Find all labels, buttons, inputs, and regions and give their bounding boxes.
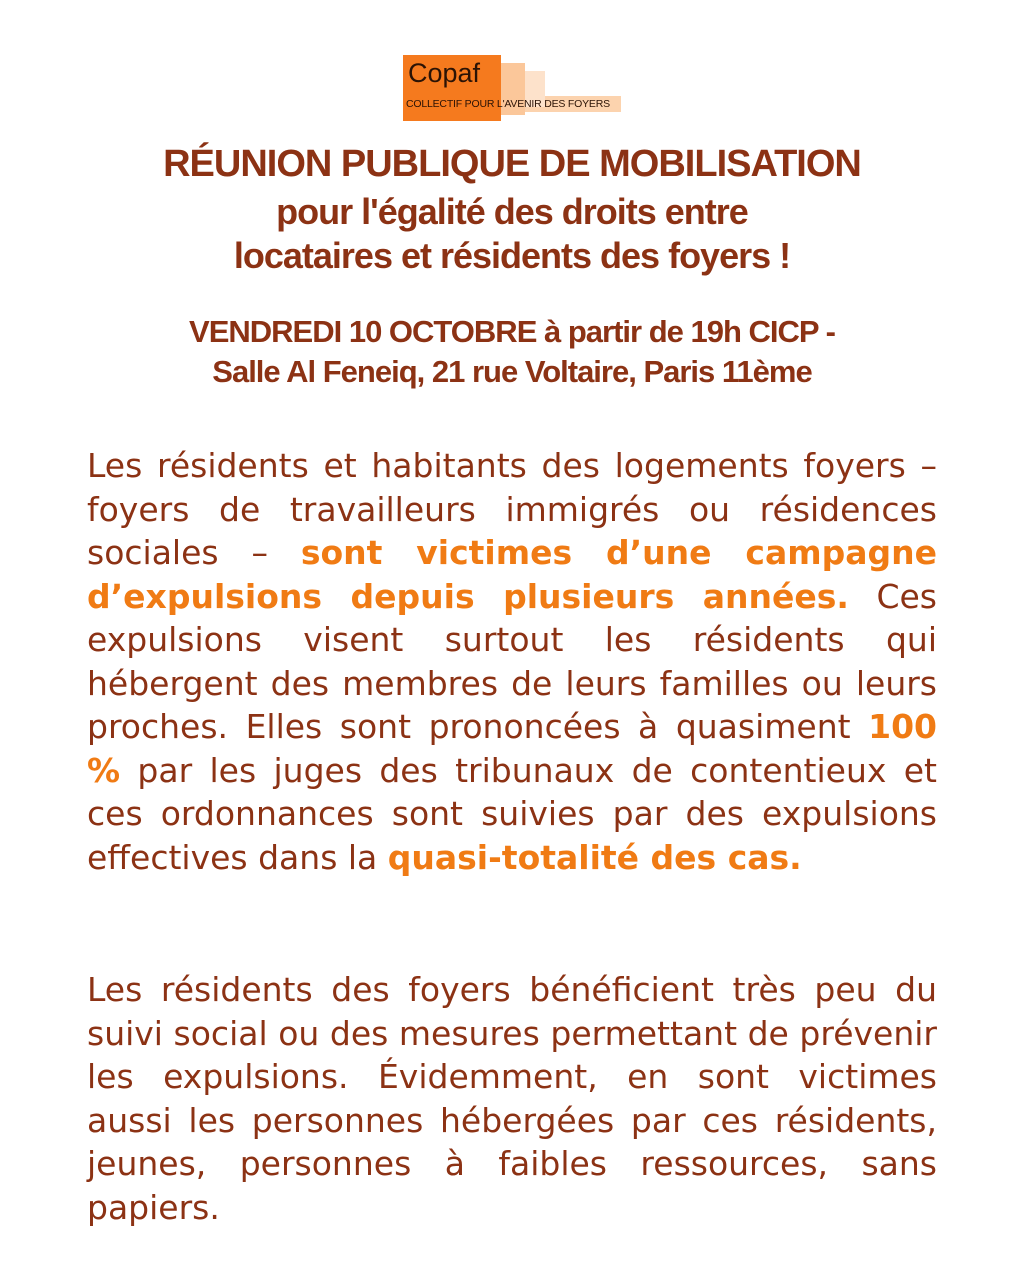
paragraph-expulsions bbox=[87, 444, 937, 879]
page-title: RÉUNION PUBLIQUE DE MOBILISATION bbox=[163, 143, 861, 185]
logo-subtitle: COLLECTIF POUR L'AVENIR DES FOYERS bbox=[406, 98, 610, 110]
event-location-line: Salle Al Feneiq, 21 rue Voltaire, Paris 11ème bbox=[212, 354, 812, 389]
paragraph1-highlight-a: sont victimes d’une campagne d’expulsions depuis plusieurs années. bbox=[87, 533, 937, 616]
page-subtitle bbox=[0, 190, 1024, 278]
paragraph-social-support: Les résidents des foyers bénéficient très peu du suivi social ou des mesures permettant de prévenir les expulsions. Évidemment, en sont victimes aussi les personnes hébergées par ces résidents, jeunes, personnes à faibles ressources, sans papiers. bbox=[87, 970, 937, 1227]
subtitle-line-1: pour l'égalité des droits entre bbox=[276, 191, 748, 232]
paragraph1-highlight-c: quasi-totalité des cas. bbox=[387, 837, 802, 877]
paragraph1-text-c: par les juges des tribunaux de contentieux et ces ordonnances sont suivies par des expulsions effectives dans la bbox=[87, 750, 937, 877]
subtitle-line-2: locataires et résidents des foyers ! bbox=[233, 235, 791, 276]
paragraph1-text-b: Ces expulsions visent surtout les résidents qui hébergent des membres de leurs familles ou leurs proches. Elles sont prononcées à quasiment bbox=[87, 576, 937, 746]
paragraph1-text-a: Les résidents et habitants des logements foyers – foyers de travailleurs immigrés ou résidences sociales – bbox=[87, 446, 937, 572]
paragraph1-highlight-b: 100 % bbox=[87, 707, 937, 790]
event-details bbox=[0, 312, 1024, 392]
event-date-line: VENDREDI 10 OCTOBRE à partir de 19h CICP - bbox=[189, 314, 835, 349]
copaf-logo bbox=[403, 55, 621, 121]
logo-name: Copaf bbox=[408, 58, 481, 88]
